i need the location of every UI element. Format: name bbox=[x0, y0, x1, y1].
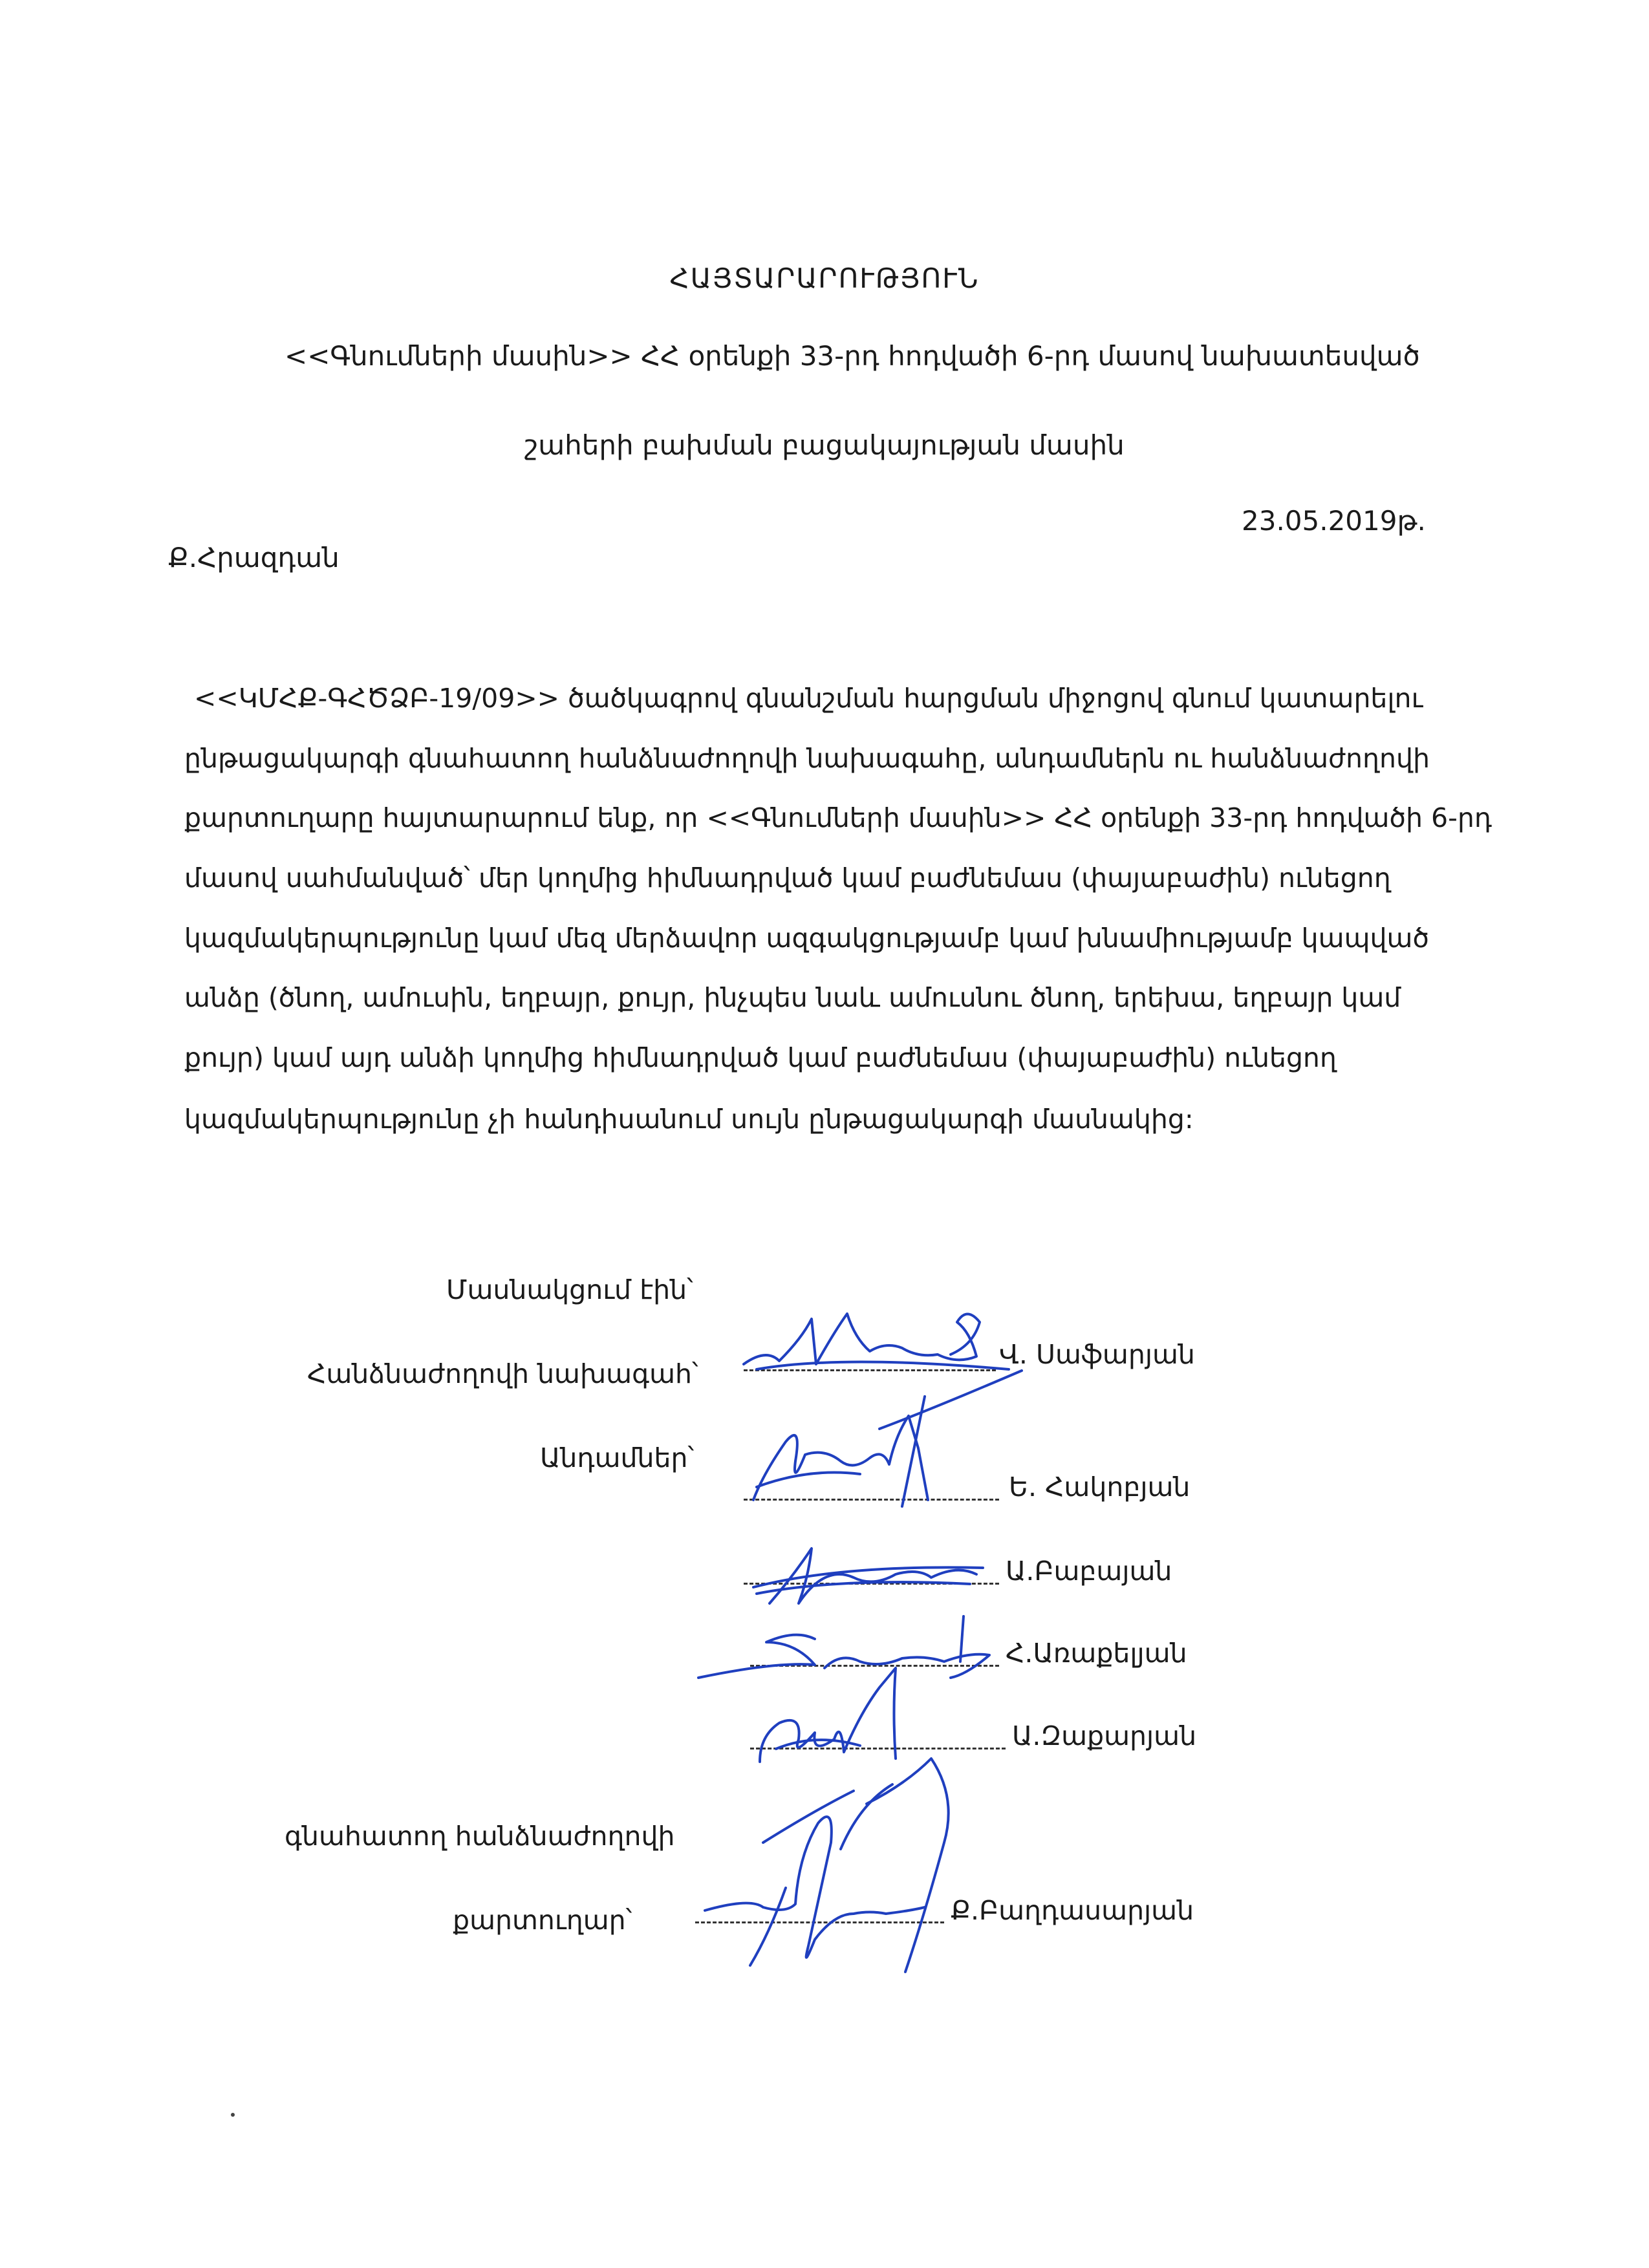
body-line: մասով սահմանված՝ մեր կողմից հիմնադրված կամ բաժնեմաս (փայաբաժին) ունեցող bbox=[184, 862, 1391, 893]
body-line: կազմակերպությունը չի հանդիսանում սույն ընթացակարգի մասնակից: bbox=[184, 1104, 1194, 1135]
body-line: կազմակերպությունը կամ մեզ մերձավոր ազգակցությամբ կամ խնամիությամբ կապված bbox=[184, 923, 1429, 954]
stray-mark bbox=[231, 2113, 235, 2117]
member-name: Ա.Բաբայան bbox=[1006, 1556, 1172, 1587]
body-line: քարտուղարը հայտարարում ենք, որ <<Գնումների մասին>> ՀՀ օրենքի 33-րդ հոդվածի 6-րդ bbox=[184, 802, 1493, 833]
signature-line-member1 bbox=[744, 1499, 999, 1501]
participated-label: Մասնակցում էին՝ bbox=[446, 1274, 693, 1305]
chair-label: Հանձնաժողովի նախագահ՝ bbox=[307, 1358, 698, 1389]
body-line: <<ԿՄՀՔ-ԳՀԾՁԲ-19/09>> ծածկագրով գնանշման հարցման միջոցով գնում կատարելու bbox=[194, 683, 1423, 714]
signature-member1 bbox=[753, 1371, 1022, 1506]
members-label: Անդամներ՝ bbox=[540, 1442, 695, 1473]
signature-line-secretary bbox=[695, 1921, 944, 1923]
signature-line-member3 bbox=[750, 1665, 999, 1667]
body-line: անձը (ծնող, ամուսին, եղբայր, քույր, ինչպես նաև ամուսնու ծնող, երեխա, եղբայր կամ bbox=[184, 982, 1401, 1013]
signature-chair bbox=[744, 1314, 1009, 1369]
member-name: Հ.Առաքելյան bbox=[1006, 1638, 1187, 1669]
signature-line-chair bbox=[744, 1369, 996, 1371]
document-date: 23.05.2019թ. bbox=[1242, 505, 1426, 537]
signature-line-member2 bbox=[744, 1583, 999, 1585]
secretary-label-line2: քարտուղար՝ bbox=[453, 1905, 632, 1936]
document-subtitle-line2: շահերի բախման բացակայության մասին bbox=[524, 429, 1125, 461]
member-name: Ե. Հակոբյան bbox=[1009, 1471, 1191, 1503]
signature-line-member4 bbox=[750, 1748, 1006, 1749]
secretary-label-line1: գնահատող հանձնաժողովի bbox=[285, 1821, 675, 1852]
signature-member2 bbox=[753, 1548, 983, 1603]
document-subtitle-line1: <<Գնումների մասին>> ՀՀ օրենքի 33-րդ հոդվածի 6-րդ մասով նախատեսված bbox=[285, 340, 1420, 372]
chair-name: Վ. Սաֆարյան bbox=[999, 1339, 1195, 1370]
body-line: ընթացակարգի գնահատող հանձնաժողովի նախագահը, անդամներն ու հանձնաժողովի bbox=[184, 743, 1430, 774]
secretary-name: Ք.Բաղդասարյան bbox=[951, 1895, 1194, 1926]
signature-member3 bbox=[698, 1616, 989, 1678]
document-title: ՀԱՅՏԱՐԱՐՈՒԹՅՈՒՆ bbox=[669, 262, 980, 294]
body-line: քույր) կամ այդ անձի կողմից հիմնադրված կամ բաժնեմաս (փայաբաժին) ունեցող bbox=[184, 1042, 1337, 1073]
member-name: Ա.Զաքարյան bbox=[1012, 1720, 1197, 1751]
signature-secretary bbox=[705, 1759, 949, 1972]
document-city: Ք.Հրազդան bbox=[168, 542, 339, 573]
